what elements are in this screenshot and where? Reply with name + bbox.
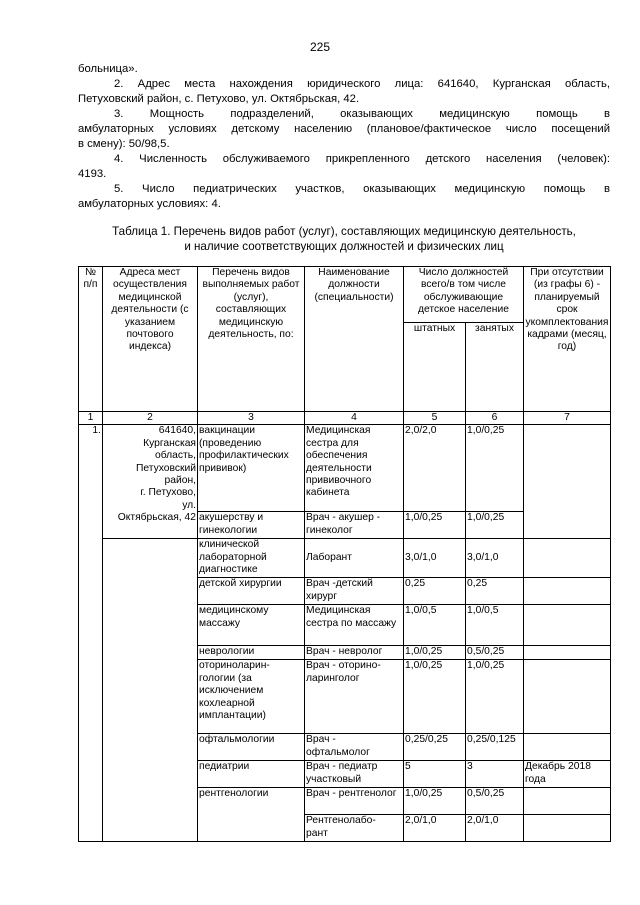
page-number: 225: [309, 40, 331, 54]
address-line: Петуховский: [135, 462, 196, 474]
occupied-cell: 0,5/0,25: [466, 788, 524, 815]
work-cell: педиатрии: [198, 761, 305, 788]
occupied-cell: 0,5/0,25: [466, 646, 524, 660]
address-line: Октябрьская, 42: [117, 512, 196, 524]
work-cell-part: оториноларин-: [199, 660, 270, 672]
capacity-line-2: амбулаторных условиях детскому населению (плановое/фактическое число посещений: [78, 123, 610, 135]
table-row: [79, 425, 611, 512]
term-cell: [524, 734, 611, 761]
header-staff: штатных: [404, 323, 466, 412]
table-caption: [78, 224, 610, 254]
row-number: 1.: [79, 425, 103, 842]
header-address: Адреса мест осуществления медицинской деятельности (с указанием почтового индекса): [103, 267, 198, 412]
pediatric-sites-line-1: 5. Число педиатрических участков, оказывающих медицинскую помощь в: [114, 183, 610, 195]
paragraph-pediatric-sites: [78, 182, 610, 212]
position-cell: Врач - офтальмолог: [305, 734, 404, 761]
staff-cell: 1,0/0,25: [404, 646, 466, 660]
position-cell-part: ларинголог: [306, 672, 360, 684]
population-line-2: 4193.: [78, 168, 107, 180]
col-number: 3: [198, 412, 305, 425]
legal-address-line-2: Петуховский район, с. Петухово, ул. Октябрьская, 42.: [78, 93, 360, 105]
staff-cell: 1,0/0,5: [404, 605, 466, 646]
staff-cell: 5: [404, 761, 466, 788]
paragraph-legal-address: [78, 77, 610, 107]
paragraph-population: [78, 152, 610, 182]
term-cell: [524, 646, 611, 660]
staff-cell: 2,0/1,0: [404, 815, 466, 842]
table-caption-line-2: и наличие соответствующих должностей и физических лиц: [184, 240, 504, 253]
work-cell: вакцинации (проведению профилактических прививок): [198, 425, 305, 512]
header-occupied: занятых: [466, 323, 524, 412]
work-cell: акушерству и гинекологии: [198, 512, 305, 539]
term-cell: [524, 660, 611, 734]
work-cell: рентгенологии: [198, 788, 305, 842]
term-cell: Декабрь 2018 года: [524, 761, 611, 788]
address-cell: [103, 425, 198, 539]
position-cell: Врач -детский хирург: [305, 578, 404, 605]
staff-cell: 1,0/0,25: [404, 660, 466, 734]
header-absence: При отсутствии (из графы 6) - планируемый срок укомплектования кадрами (месяц, год): [524, 267, 611, 412]
address-line: ул.: [182, 499, 196, 511]
col-number: 7: [524, 412, 611, 425]
address-line: 641640,: [158, 425, 196, 437]
address-cell-continued: [103, 539, 198, 842]
occupied-cell: 3,0/1,0: [466, 539, 524, 578]
header-num: № п/п: [79, 267, 103, 412]
staff-cell: 3,0/1,0: [404, 539, 466, 578]
work-cell: офтальмологии: [198, 734, 305, 761]
position-cell: Медицинская сестра по массажу: [305, 605, 404, 646]
staff-cell: 1,0/0,25: [404, 512, 466, 539]
term-cell: [524, 788, 611, 815]
staff-cell: 2,0/2,0: [404, 425, 466, 512]
col-number: 1: [79, 412, 103, 425]
header-position: Наименование должности (специальности): [305, 267, 404, 412]
position-cell: [305, 660, 404, 734]
position-cell-part: рант: [306, 827, 328, 839]
col-number: 5: [404, 412, 466, 425]
occupied-cell: 0,25: [466, 578, 524, 605]
work-cell-part: гологии (за исключением кохлеарной имплантации): [199, 672, 266, 722]
position-cell: [305, 815, 404, 842]
population-line-1: 4. Численность обслуживаемого прикрепленного детского населения (человек):: [114, 153, 610, 165]
position-cell: Врач - педиатр участковый: [305, 761, 404, 788]
address-line: район,: [164, 475, 196, 487]
term-cell: [524, 578, 611, 605]
col-number: 2: [103, 412, 198, 425]
staff-cell: 1,0/0,25: [404, 788, 466, 815]
services-table: [78, 266, 611, 842]
position-cell: Врач - невролог: [305, 646, 404, 660]
capacity-line-3: в смену): 50/98,5.: [78, 138, 170, 150]
term-cell: [524, 425, 611, 539]
header-row: [79, 267, 611, 323]
occupied-cell: 3: [466, 761, 524, 788]
header-works: Перечень видов выполняемых работ (услуг), составляющих медицинскую деятельность, по:: [198, 267, 305, 412]
staff-cell: 0,25: [404, 578, 466, 605]
work-cell: медицинскому массажу: [198, 605, 305, 646]
occupied-cell: 1,0/0,25: [466, 425, 524, 512]
staff-cell: 0,25/0,25: [404, 734, 466, 761]
work-cell: [198, 660, 305, 734]
work-cell: клинической лабораторной диагностике: [198, 539, 305, 578]
position-cell: Врач - рентгенолог: [305, 788, 404, 815]
position-cell-part: Врач - оторино-: [306, 660, 381, 672]
term-cell: [524, 605, 611, 646]
position-cell: Медицинская сестра для обеспечения деятельности прививочного кабинета: [305, 425, 404, 512]
occupied-cell: 0,25/0,125: [466, 734, 524, 761]
position-cell: Врач - акушер - гинеколог: [305, 512, 404, 539]
column-number-row: [79, 412, 611, 425]
occupied-cell: 1,0/0,25: [466, 512, 524, 539]
paragraph-hospital-end: больница».: [78, 63, 138, 75]
capacity-line-1: 3. Мощность подразделений, оказывающих медицинскую помощь в: [114, 108, 610, 120]
position-cell: Лаборант: [305, 539, 404, 578]
table-row: [79, 539, 611, 578]
col-number: 4: [305, 412, 404, 425]
col-number: 6: [466, 412, 524, 425]
term-cell: [524, 815, 611, 842]
paragraph-capacity: [78, 107, 610, 152]
address-line: г. Петухово,: [140, 487, 196, 499]
occupied-cell: 1,0/0,25: [466, 660, 524, 734]
pediatric-sites-line-2: амбулаторных условиях: 4.: [78, 198, 221, 210]
occupied-cell: 1,0/0,5: [466, 605, 524, 646]
term-cell: [524, 539, 611, 578]
address-line: область,: [155, 450, 196, 462]
work-cell: неврологии: [198, 646, 305, 660]
legal-address-line-1: 2. Адрес места нахождения юридического лица: 641640, Курганская область,: [114, 78, 610, 90]
position-cell-part: Рентгенолабо-: [306, 815, 376, 827]
address-line: Курганская: [143, 437, 196, 449]
header-count: Число должностей всего/в том числе обслуживающие детское население: [404, 267, 524, 323]
work-cell: детской хирургии: [198, 578, 305, 605]
occupied-cell: 2,0/1,0: [466, 815, 524, 842]
table-caption-line-1: Таблица 1. Перечень видов работ (услуг), составляющих медицинскую деятельность,: [112, 225, 576, 238]
